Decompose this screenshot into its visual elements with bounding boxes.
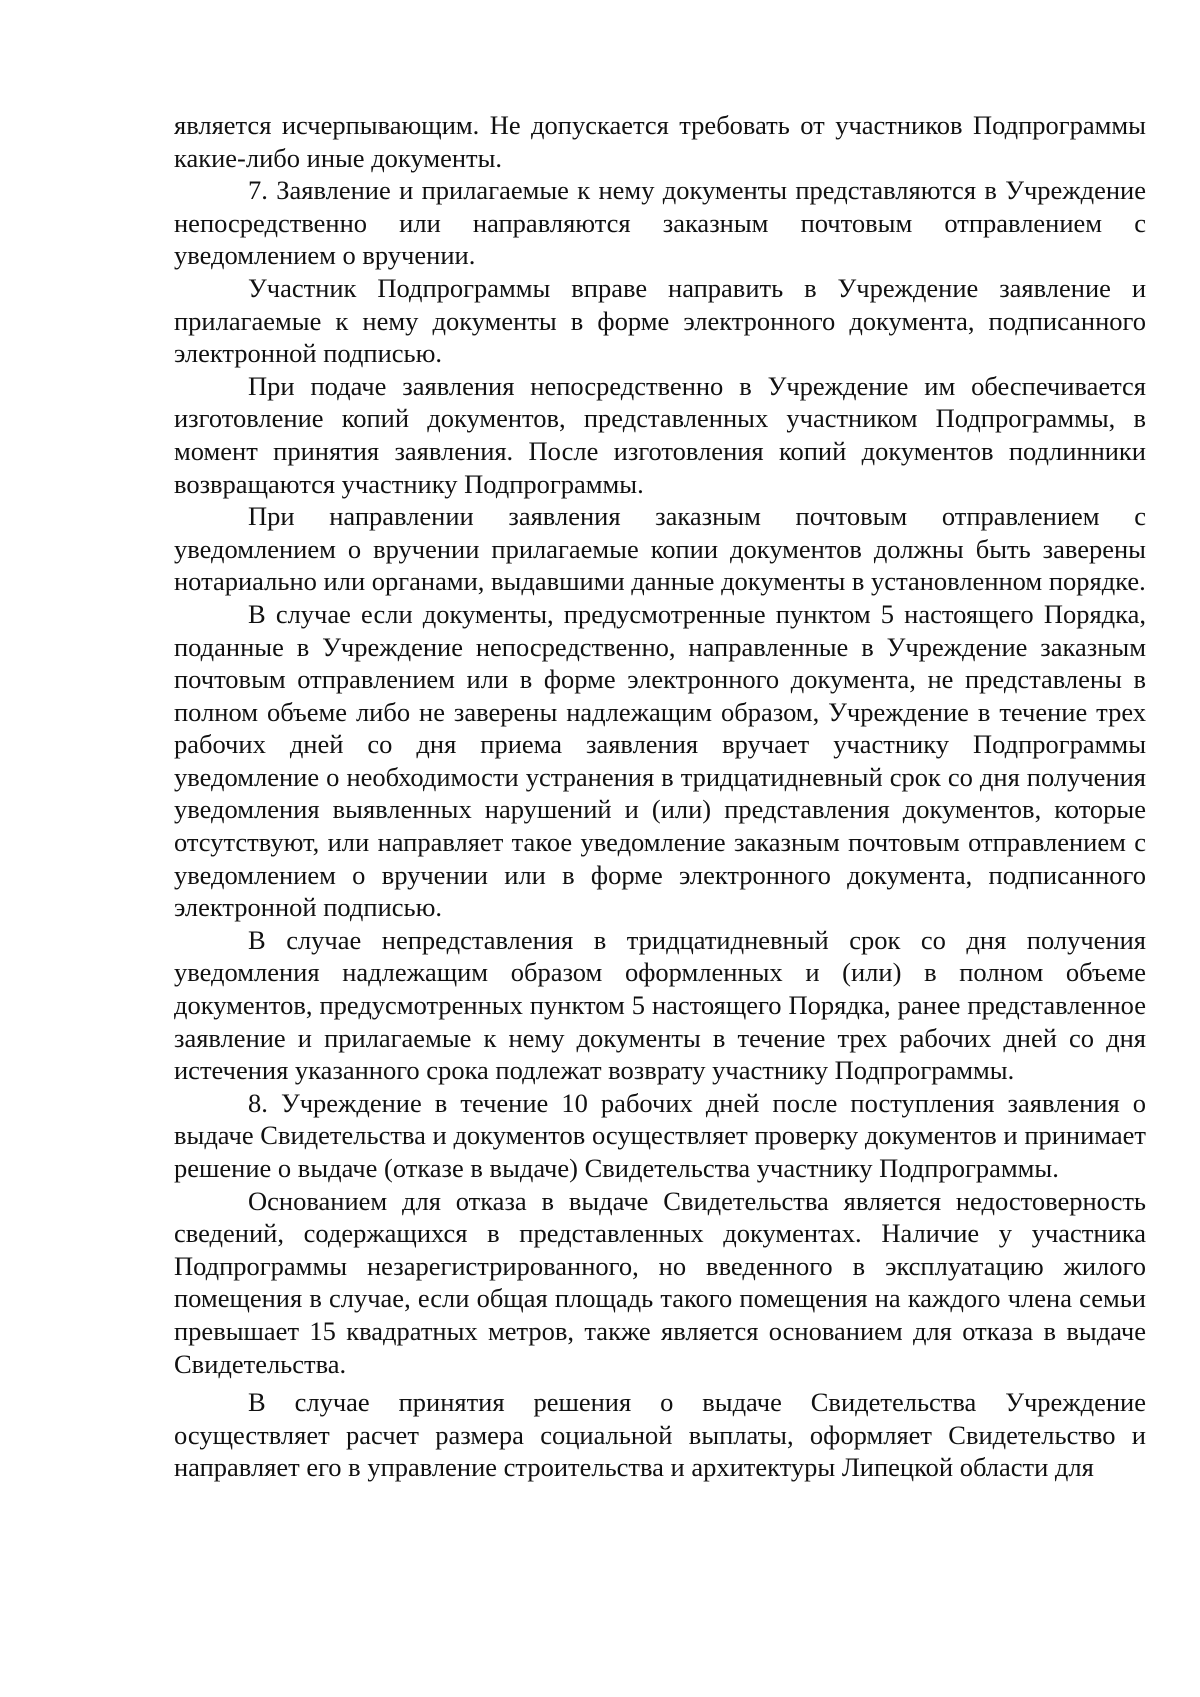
paragraph-item-7: 7. Заявление и прилагаемые к нему документы представляются в Учреждение непосредственно или направляются заказным почтовым отправлением с уведомлением о вручении. bbox=[174, 175, 1146, 271]
paragraph-electronic-submission: Участник Подпрограммы вправе направить в Учреждение заявление и прилагаемые к нему документы в форме электронного документа, подписанного электронной подписью. bbox=[174, 272, 1146, 369]
paragraph-incomplete-documents: В случае если документы, предусмотренные пунктом 5 настоящего Порядка, поданные в Учреждение непосредственно, направленные в Учреждение заказным почтовым отправлением или в форме электронного документа, не представлены в полном объеме либо не заверены надлежащим образом, Учреждение в течение трех рабочих дней со дня приема заявления вручает участнику Подпрограммы уведомление о необходимости устранения в тридцатидневный срок со дня получения уведомления выявленных нарушений и (или) представления документов, которые отсутствуют, или направляет такое уведомление заказным почтовым отправлением с уведомлением о вручении или в форме электронного документа, подписанного электронной подписью. bbox=[174, 598, 1146, 923]
paragraph-postal-submission: При направлении заявления заказным почтовым отправлением с уведомлением о вручении прилагаемые копии документов должны быть заверены нотариально или органами, выдавшими данные документы в установленном порядке. bbox=[174, 501, 1146, 597]
paragraph-issuance-decision: В случае принятия решения о выдаче Свидетельства Учреждение осуществляет расчет размера социальной выплаты, оформляет Свидетельство и направляет его в управление строительства и архитектуры Липецкой области для bbox=[174, 1387, 1146, 1483]
paragraph-continuation: является исчерпывающим. Не допускается требовать от участников Подпрограммы какие-либо иные документы. bbox=[174, 110, 1146, 173]
paragraph-non-submission: В случае непредставления в тридцатидневный срок со дня получения уведомления надлежащим образом оформленных и (или) в полном объеме документов, предусмотренных пунктом 5 настоящего Порядка, ранее представленное заявление и прилагаемые к нему документы в течение трех рабочих дней со дня истечения указанного срока подлежат возврату участнику Подпрограммы. bbox=[174, 924, 1146, 1086]
paragraph-refusal-grounds: Основанием для отказа в выдаче Свидетельства является недостоверность сведений, содержащихся в представленных документах. Наличие у участника Подпрограммы незарегистрированного, но введенного в эксплуатацию жилого помещения в случае, если общая площадь такого помещения на каждого члена семьи превышает 15 квадратных метров, также является основанием для отказа в выдаче Свидетельства. bbox=[174, 1185, 1146, 1379]
document-page bbox=[174, 109, 1146, 1484]
paragraph-item-8: 8. Учреждение в течение 10 рабочих дней после поступления заявления о выдаче Свидетельства и документов осуществляет проверку документов и принимает решение о выдаче (отказе в выдаче) Свидетельства участнику Подпрограммы. bbox=[174, 1087, 1146, 1183]
paragraph-direct-submission: При подаче заявления непосредственно в Учреждение им обеспечивается изготовление копий документов, представленных участником Подпрограммы, в момент принятия заявления. После изготовления копий документов подлинники возвращаются участнику Подпрограммы. bbox=[174, 370, 1146, 499]
